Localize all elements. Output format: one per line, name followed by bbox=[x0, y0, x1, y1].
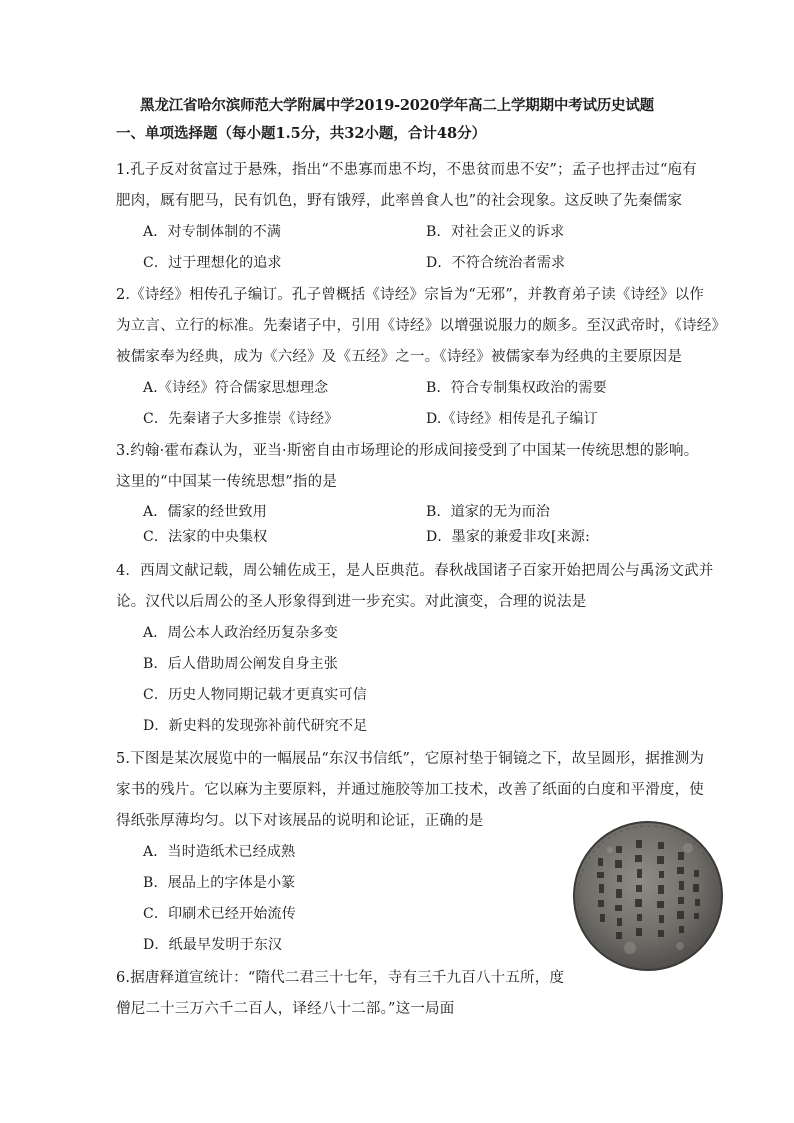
question-5-line-3: 得纸张厚薄均匀。以下对该展品的说明和论证，正确的是 bbox=[116, 813, 484, 829]
question-3-option-c: C．法家的中央集权 bbox=[143, 529, 268, 545]
question-6-line-2: 僧尼二十三万六千二百人，译经八十二部。”这一局面 bbox=[116, 1001, 455, 1017]
question-5-line-2: 家书的残片。它以麻为主要原料，并通过施胶等加工技术，改善了纸面的白度和平滑度，使 bbox=[116, 782, 704, 798]
question-1-line-1: 1.孔子反对贫富过于悬殊，指出“不患寡而患不均，不患贫而患不安”；孟子也抨击过“庖有 bbox=[116, 162, 697, 178]
question-4-line-1: 4．西周文献记载，周公辅佐成王，是人臣典范。春秋战国诸子百家开始把周公与禹汤文武并 bbox=[116, 563, 714, 579]
question-5-line-1: 5.下图是某次展览中的一幅展品“东汉书信纸”，它原衬垫于铜镜之下，故呈圆形，据推测为 bbox=[116, 751, 705, 767]
question-3-option-b: B．道家的无为而治 bbox=[426, 504, 551, 520]
question-3-line-2: 这里的“中国某一传统思想”指的是 bbox=[116, 474, 338, 490]
question-5-option-a: A．当时造纸术已经成熟 bbox=[143, 844, 296, 860]
question-4-option-b: B．后人借助周公阐发自身主张 bbox=[143, 656, 339, 672]
question-2-option-d: D.《诗经》相传是孔子编订 bbox=[426, 411, 598, 427]
question-2-option-b: B．符合专制集权政治的需要 bbox=[426, 380, 607, 396]
han-letter-paper-image bbox=[570, 818, 725, 973]
question-1-option-a: A．对专制体制的不满 bbox=[143, 224, 282, 240]
section-heading: 一、单项选择题（每小题1.5分，共32小题，合计48分） bbox=[116, 125, 487, 142]
question-2-option-a: A.《诗经》符合儒家思想理念 bbox=[143, 380, 329, 396]
question-4-option-c: C．历史人物同期记载才更真实可信 bbox=[143, 687, 367, 703]
question-2-line-1: 2.《诗经》相传孔子编订。孔子曾概括《诗经》宗旨为“无邪”，并教育弟子读《诗经》以作 bbox=[116, 287, 705, 303]
question-3-line-1: 3.约翰·霍布森认为，亚当·斯密自由市场理论的形成间接受到了中国某一传统思想的影响。 bbox=[116, 443, 699, 459]
question-3-option-d: D．墨家的兼爱非攻[来源: bbox=[426, 529, 591, 545]
question-1-option-c: C．过于理想化的追求 bbox=[143, 255, 282, 271]
page-title: 黑龙江省哈尔滨师范大学附属中学2019-2020学年高二上学期期中考试历史试题 bbox=[140, 97, 654, 114]
question-5-option-b: B．展品上的字体是小篆 bbox=[143, 875, 296, 891]
question-1-option-d: D．不符合统治者需求 bbox=[426, 255, 566, 271]
question-5-option-d: D．纸最早发明于东汉 bbox=[143, 937, 283, 953]
question-4-option-d: D．新史料的发现弥补前代研究不足 bbox=[143, 718, 368, 734]
question-3-option-a: A．儒家的经世致用 bbox=[143, 504, 267, 520]
question-4-line-2: 论。汉代以后周公的圣人形象得到进一步充实。对此演变，合理的说法是 bbox=[116, 594, 587, 610]
question-6-line-1: 6.据唐释道宣统计：“隋代二君三十七年，寺有三千九百八十五所，度 bbox=[116, 970, 565, 986]
question-2-line-3: 被儒家奉为经典，成为《六经》及《五经》之一。《诗经》被儒家奉为经典的主要原因是 bbox=[116, 349, 683, 365]
question-4-option-a: A．周公本人政治经历复杂多变 bbox=[143, 625, 338, 641]
question-2-option-c: C．先秦诸子大多推崇《诗经》 bbox=[143, 411, 339, 427]
question-1-line-2: 肥肉，厩有肥马，民有饥色，野有饿殍，此率兽食人也”的社会现象。这反映了先秦儒家 bbox=[116, 193, 683, 209]
question-2-line-2: 为立言、立行的标准。先秦诸子中，引用《诗经》以增强说服力的颇多。至汉武帝时，《诗经》 bbox=[116, 318, 727, 334]
question-5-option-c: C．印刷术已经开始流传 bbox=[143, 906, 296, 922]
question-1-option-b: B．对社会正义的诉求 bbox=[426, 224, 565, 240]
